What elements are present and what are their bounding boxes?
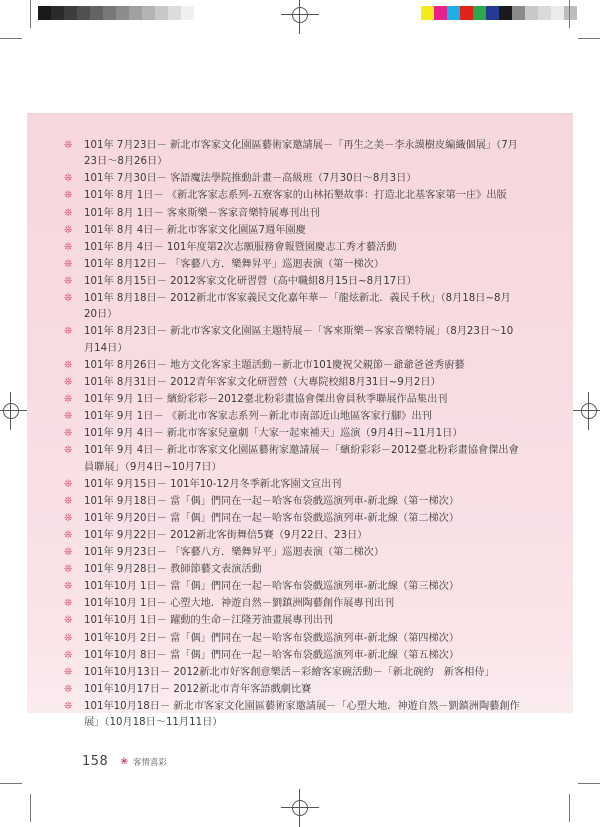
entry-text: 101年 8月18日－ 2012新北市客家義民文化嘉年華－「龍炫新北．義民千秋」（8月18日~8月20日） bbox=[84, 293, 511, 321]
trim-mark bbox=[569, 0, 570, 28]
color-swatch bbox=[90, 6, 103, 20]
color-swatch bbox=[77, 6, 90, 20]
entry-text: 101年 8月 4日－ 101年度第2次志願服務會報暨園慶志工秀才藝活動 bbox=[84, 241, 397, 253]
footer-title: 客情喜彩 bbox=[132, 757, 167, 768]
flower-bullet-icon bbox=[64, 531, 74, 541]
trim-mark bbox=[578, 38, 600, 39]
entry-text: 101年10月 2日－ 當「偶」們同在一起－哈客布袋戲巡演列車-新北線（第四梯次） bbox=[84, 632, 460, 644]
list-item bbox=[60, 545, 520, 561]
registration-mark-right bbox=[578, 400, 600, 422]
flower-bullet-icon bbox=[64, 412, 74, 422]
color-swatch bbox=[525, 6, 538, 20]
color-swatch bbox=[103, 6, 116, 20]
entry-text: 101年 7月30日－ 客語魔法學院推動計畫－高級班（7月30日～8月3日） bbox=[84, 173, 417, 185]
list-item bbox=[60, 171, 520, 187]
list-item bbox=[60, 648, 520, 664]
entry-text: 101年 8月 1日－ 客來斯樂－客家音樂特展專刊出刊 bbox=[84, 207, 320, 219]
color-swatch bbox=[564, 6, 577, 20]
flower-bullet-icon bbox=[64, 480, 74, 490]
flower-bullet-icon bbox=[64, 497, 74, 507]
color-swatch bbox=[38, 6, 51, 20]
list-item bbox=[60, 257, 520, 273]
entry-text: 101年 8月12日－ 「客藝八方．樂舞昇平」巡迴表演（第一梯次） bbox=[84, 258, 385, 270]
color-calibration-bar bbox=[421, 6, 577, 20]
color-swatch bbox=[512, 6, 525, 20]
entry-text: 101年 8月 1日－ 《新北客家志系列-五寮客家的山林拓墾故事：打造北北基客家第一庄》出版 bbox=[84, 190, 507, 202]
color-swatch bbox=[447, 6, 460, 20]
trim-mark bbox=[578, 783, 600, 784]
color-swatch bbox=[116, 6, 129, 20]
color-swatch bbox=[142, 6, 155, 20]
flower-bullet-icon bbox=[64, 702, 74, 712]
list-item bbox=[60, 699, 520, 732]
entry-text: 101年 9月18日－ 當「偶」們同在一起－哈客布袋戲巡演列車-新北線（第一梯次） bbox=[84, 495, 460, 507]
color-swatch bbox=[181, 6, 194, 20]
color-swatch bbox=[499, 6, 512, 20]
color-swatch bbox=[64, 6, 77, 20]
flower-bullet-icon bbox=[64, 514, 74, 524]
list-item bbox=[60, 324, 520, 357]
trim-mark bbox=[569, 794, 570, 822]
entry-text: 101年10月 1日－ 心塑大地．神遊自然－劉鎮洲陶藝創作展專刊出刊 bbox=[84, 598, 395, 610]
list-item bbox=[60, 494, 520, 510]
color-swatch bbox=[486, 6, 499, 20]
color-swatch bbox=[168, 6, 181, 20]
flower-bullet-icon bbox=[64, 395, 74, 405]
flower-bullet-icon bbox=[64, 260, 74, 270]
entry-text: 101年 8月31日－ 2012青年客家文化研習營（大專院校組8月31日~9月2日） bbox=[84, 376, 441, 388]
trim-mark bbox=[0, 783, 22, 784]
list-item bbox=[60, 682, 520, 698]
list-item bbox=[60, 291, 520, 324]
color-swatch bbox=[434, 6, 447, 20]
list-item bbox=[60, 528, 520, 544]
entry-text: 101年 8月23日－ 新北市客家文化園區主題特展－「客來斯樂－客家音樂特展」（8月23日～10月14日） bbox=[84, 326, 514, 354]
entry-text: 101年10月 1日－ 躍動的生命－江隆芳油畫展專刊出刊 bbox=[84, 615, 334, 627]
list-item bbox=[60, 274, 520, 290]
entry-text: 101年10月 1日－ 當「偶」們同在一起－哈客布袋戲巡演列車-新北線（第三梯次） bbox=[84, 581, 460, 593]
entry-text: 101年 9月 4日－ 新北市客家文化園區藝術家邀請展－「繽紛彩彩－2012臺北粉彩畫協會傑出會員聯展」（9月4日~10月7日） bbox=[84, 445, 519, 473]
list-item bbox=[60, 358, 520, 374]
flower-bullet-icon bbox=[64, 191, 74, 201]
list-item bbox=[60, 223, 520, 239]
color-swatch bbox=[421, 6, 434, 20]
list-item bbox=[60, 596, 520, 612]
flower-bullet-icon bbox=[64, 685, 74, 695]
entry-text: 101年 9月28日－ 教師節藝文表演活動 bbox=[84, 564, 262, 576]
registration-mark-bottom bbox=[289, 797, 311, 819]
entry-text: 101年 8月26日－ 地方文化客家主題活動－新北市101慶祝父親節－爺爺爸爸秀廚藝 bbox=[84, 359, 465, 371]
trim-mark bbox=[30, 0, 31, 28]
trim-mark bbox=[0, 38, 22, 39]
entry-text: 101年 9月 1日－ 繽紛彩彩－2012臺北粉彩畫協會傑出會員秋季聯展作品集出刊 bbox=[84, 394, 448, 406]
list-item bbox=[60, 409, 520, 425]
entry-text: 101年 7月23日－ 新北市客家文化園區藝術家邀請展－「再生之美－李永謨樹皮編織個展」（7月23日～8月26日） bbox=[84, 140, 518, 168]
flower-bullet-icon bbox=[64, 616, 74, 626]
flower-bullet-icon bbox=[64, 209, 74, 219]
entry-text: 101年10月13日－ 2012新北市好客創意樂活－彩繪客家碗活動－「新北碗約 新客相侍」 bbox=[84, 666, 495, 678]
event-list bbox=[60, 138, 520, 732]
color-swatch bbox=[51, 6, 64, 20]
entry-text: 101年10月18日－ 新北市客家文化園區藝術家邀請展－「心塑大地．神遊自然－劉鎮洲陶藝創作展」（10月18日～11月11日） bbox=[84, 700, 520, 729]
trim-mark bbox=[30, 794, 31, 822]
flower-bullet-icon bbox=[64, 548, 74, 558]
page-footer bbox=[82, 754, 167, 769]
color-swatch bbox=[155, 6, 168, 20]
list-item bbox=[60, 426, 520, 442]
page-number: 158 bbox=[82, 754, 109, 769]
flower-bullet-icon bbox=[64, 446, 74, 456]
list-item bbox=[60, 562, 520, 578]
entry-text: 101年10月 8日－ 當「偶」們同在一起－哈客布袋戲巡演列車-新北線（第五梯次） bbox=[84, 649, 460, 661]
entry-text: 101年 8月 4日－ 新北市客家文化園區7週年園慶 bbox=[84, 224, 306, 236]
flower-bullet-icon bbox=[64, 141, 74, 151]
list-item bbox=[60, 613, 520, 629]
list-item bbox=[60, 511, 520, 527]
color-swatch bbox=[538, 6, 551, 20]
flower-bullet-icon bbox=[64, 565, 74, 575]
flower-bullet-icon bbox=[64, 634, 74, 644]
gray-calibration-bar bbox=[38, 6, 194, 20]
flower-bullet-icon bbox=[64, 226, 74, 236]
flower-bullet-icon bbox=[64, 277, 74, 287]
list-item bbox=[60, 206, 520, 222]
registration-mark-top bbox=[289, 4, 311, 26]
flower-bullet-icon bbox=[64, 174, 74, 184]
flower-bullet-icon bbox=[64, 429, 74, 439]
color-swatch bbox=[473, 6, 486, 20]
entry-text: 101年 9月23日－ 「客藝八方．樂舞昇平」巡迴表演（第二梯次） bbox=[84, 547, 385, 559]
list-item bbox=[60, 665, 520, 681]
color-swatch bbox=[551, 6, 564, 20]
flower-bullet-icon bbox=[64, 668, 74, 678]
flower-bullet-icon bbox=[64, 378, 74, 388]
list-item bbox=[60, 375, 520, 391]
list-item bbox=[60, 579, 520, 595]
flower-bullet-icon bbox=[64, 582, 74, 592]
flower-bullet-icon bbox=[64, 294, 74, 304]
registration-mark-left bbox=[0, 400, 22, 422]
list-item bbox=[60, 188, 520, 204]
entry-text: 101年 9月15日－ 101年10-12月冬季新北客園文宣出刊 bbox=[84, 478, 342, 490]
list-item bbox=[60, 443, 520, 476]
color-swatch bbox=[460, 6, 473, 20]
flower-bullet-icon bbox=[64, 243, 74, 253]
list-item bbox=[60, 392, 520, 408]
entry-text: 101年10月17日－ 2012新北市青年客語戲劇比賽 bbox=[84, 683, 312, 695]
flower-bullet-icon bbox=[64, 651, 74, 661]
list-item bbox=[60, 477, 520, 493]
entry-text: 101年 9月 1日－ 《新北市客家志系列－新北市南部近山地區客家行腳》出刊 bbox=[84, 411, 432, 423]
flower-bullet-icon bbox=[64, 361, 74, 371]
entry-text: 101年 9月 4日－ 新北市客家兒童劇「大家一起來補天」巡演（9月4日~11月1日） bbox=[84, 428, 463, 440]
list-item bbox=[60, 240, 520, 256]
list-item bbox=[60, 138, 520, 171]
flower-icon: ❀ bbox=[120, 756, 128, 767]
entry-text: 101年 9月20日－ 當「偶」們同在一起－哈客布袋戲巡演列車-新北線（第二梯次） bbox=[84, 512, 460, 524]
flower-bullet-icon bbox=[64, 327, 74, 337]
entry-text: 101年 8月15日－ 2012客家文化研習營（高中職組8月15日~8月17日） bbox=[84, 275, 417, 287]
flower-bullet-icon bbox=[64, 599, 74, 609]
list-item bbox=[60, 631, 520, 647]
color-swatch bbox=[129, 6, 142, 20]
entry-text: 101年 9月22日－ 2012新北客街舞倍5賽（9月22日、23日） bbox=[84, 529, 368, 541]
